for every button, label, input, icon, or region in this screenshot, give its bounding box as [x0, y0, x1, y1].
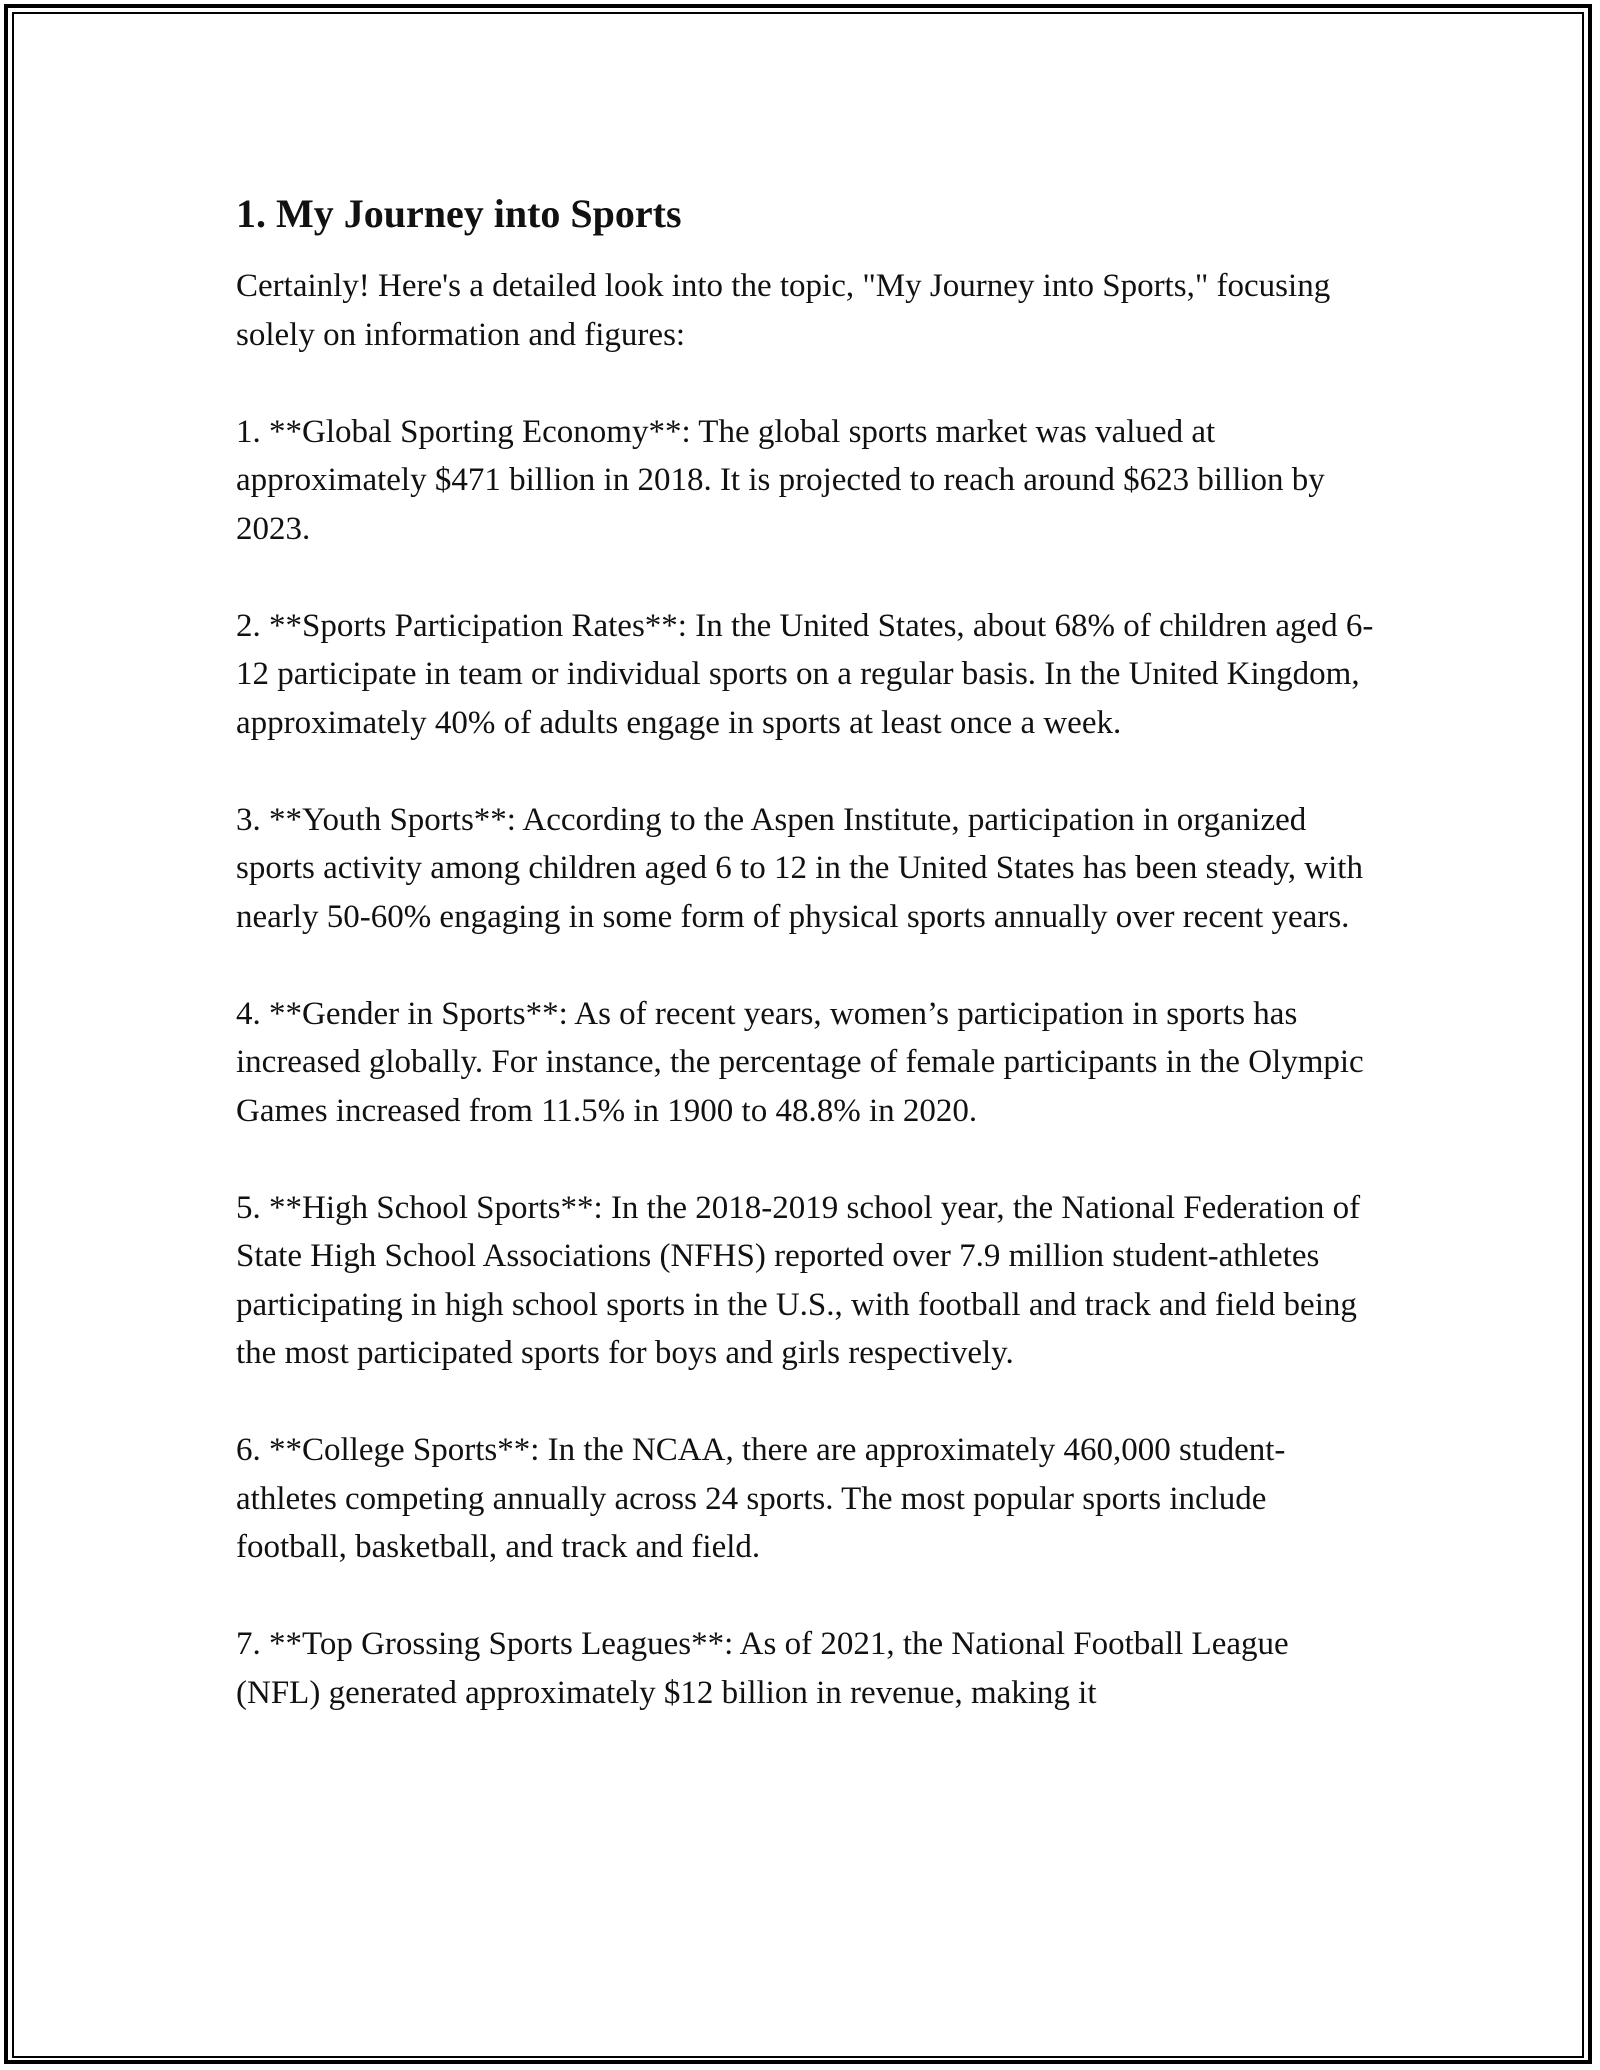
page-title: 1. My Journey into Sports: [236, 191, 682, 236]
paragraph-global-sporting-economy: 1. **Global Sporting Economy**: The global sports market was valued at approximately $471 billion in 2018. It is projected to reach around $623 billion by 2023.: [236, 413, 1325, 547]
paragraph-youth-sports: 3. **Youth Sports**: According to the Aspen Institute, participation in organized sports activity among children aged 6 to 12 in the United States has been steady, with nearly 50-60% engaging in some form of physical sports annually over recent years.: [236, 801, 1363, 935]
paragraph-high-school-sports: 5. **High School Sports**: In the 2018-2019 school year, the National Federation of State High School Associations (NFHS) reported over 7.9 million student-athletes participating in high school sports in the U.S., with football and track and field being the most participated sports for boys and girls respectively.: [236, 1189, 1361, 1371]
intro-paragraph: Certainly! Here's a detailed look into the topic, "My Journey into Sports," focusing solely on information and figures:: [236, 268, 1331, 353]
paragraph-gender-in-sports: 4. **Gender in Sports**: As of recent years, women’s participation in sports has increased globally. For instance, the percentage of female participants in the Olympic Games increased from 11.5% in 1900 to 48.8% in 2020.: [236, 995, 1364, 1129]
document-body: [236, 186, 1376, 1766]
paragraph-sports-participation-rates: 2. **Sports Participation Rates**: In the United States, about 68% of children aged 6-12 participate in team or individual sports on a regular basis. In the United Kingdom, approximately 40% of adults engage in sports at least once a week.: [236, 607, 1374, 741]
paragraph-college-sports: 6. **College Sports**: In the NCAA, there are approximately 460,000 student-athletes competing annually across 24 sports. The most popular sports include football, basketball, and track and field.: [236, 1432, 1286, 1565]
paragraph-top-grossing-leagues: 7. **Top Grossing Sports Leagues**: As of 2021, the National Football League (NFL) generated approximately $12 billion in revenue, making it: [236, 1626, 1289, 1711]
